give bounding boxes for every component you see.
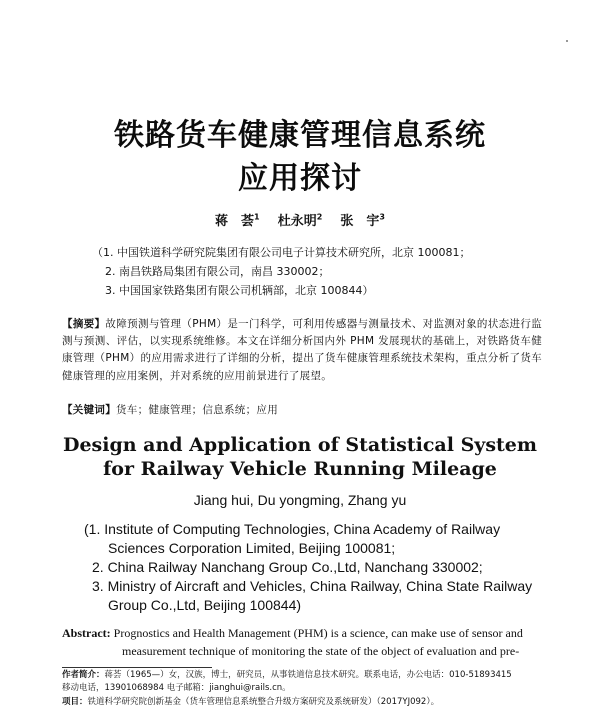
title-cn-line1: 铁路货车健康管理信息系统 [114,118,486,153]
footnote-author: 作者简介：蒋荟（1965—）女，汉族，博士，研究员，从事铁道信息技术研究。联系电话，办公电话：010-51893415 [62,670,512,680]
footnote-author-cont: 移动电话，13901068984 电子邮箱：jianghui@rails.cn。 [62,683,291,693]
title-en-line2: for Railway Vehicle Running Mileage [103,458,497,480]
authors-en: Jiang hui, Du yongming, Zhang yu [193,492,407,508]
affiliation-en-3: 3. Ministry of Aircraft and Vehicles, China Railway, China State Railway [92,578,533,594]
keywords-cn [62,402,542,419]
abstract-en-line1: Abstract: Prognostics and Health Management (PHM) is a science, can make use of sensor and [62,626,523,640]
abstract-cn-text: 故障预测与管理（PHM）是一门科学，可利用传感器与测量技术、对监测对象的状态进行监测与预测、评估，以实现系统维修。本文在详细分析国内外 PHM 发展现状的基础上，对铁路货车健康管理（PHM）的应用需求进行了详细的分析，提出了货车健康管理系统技术架构，重点分析了货车健康管理的应用案例，并对系统的应用前景进行了展望。 [62,318,542,382]
keywords-cn-text: 货车；健康管理；信息系统；应用 [116,404,278,416]
affiliation-cn-2: 2. 南昌铁路局集团有限公司，南昌 330002； [105,265,330,278]
affiliation-en-2: 2. China Railway Nanchang Group Co.,Ltd, Nanchang 330002; [92,559,483,575]
author-cn-1: 蒋 荟$^1$ [215,212,260,229]
footnote-project: 项目：铁道科学研究院创新基金（货车管理信息系统整合升级方案研究及系统研发）（2017YJ092）。 [62,697,440,707]
affiliation-en-3-cont: Group Co.,Ltd, Beijing 100844) [108,597,302,613]
abstract-en [62,624,544,660]
abstract-en-label: Abstract: [62,626,111,640]
affiliation-cn-1: （1. 中国铁道科学研究院集团有限公司电子计算技术研究所，北京 100081； [92,246,471,259]
footnote-author-label: 作者简介： [62,670,105,680]
author-cn-3: 张 宇$^3$ [340,212,385,229]
affiliation-en-1-cont: Sciences Corporation Limited, Beijing 100081; [108,540,396,556]
authors-cn [0,210,600,229]
affiliation-cn-3: 3. 中国国家铁路集团有限公司机辆部，北京 100844） [105,284,374,297]
title-cn-line2: 应用探讨 [238,161,362,196]
affiliation-en-1: (1. Institute of Computing Technologies, China Academy of Railway [84,521,501,537]
keywords-cn-label: 【关键词】 [62,404,116,416]
abstract-cn-label: 【摘要】 [62,318,106,330]
abstract-en-line2: measurement technique of monitoring the state of the object of evaluation and pre- [122,644,520,658]
scan-speck [566,40,568,42]
author-cn-2: 杜永明$^2$ [277,212,323,229]
abstract-cn [62,316,542,385]
footnote-project-label: 项目： [62,697,88,707]
title-en-line1: Design and Application of Statistical System [62,434,538,456]
